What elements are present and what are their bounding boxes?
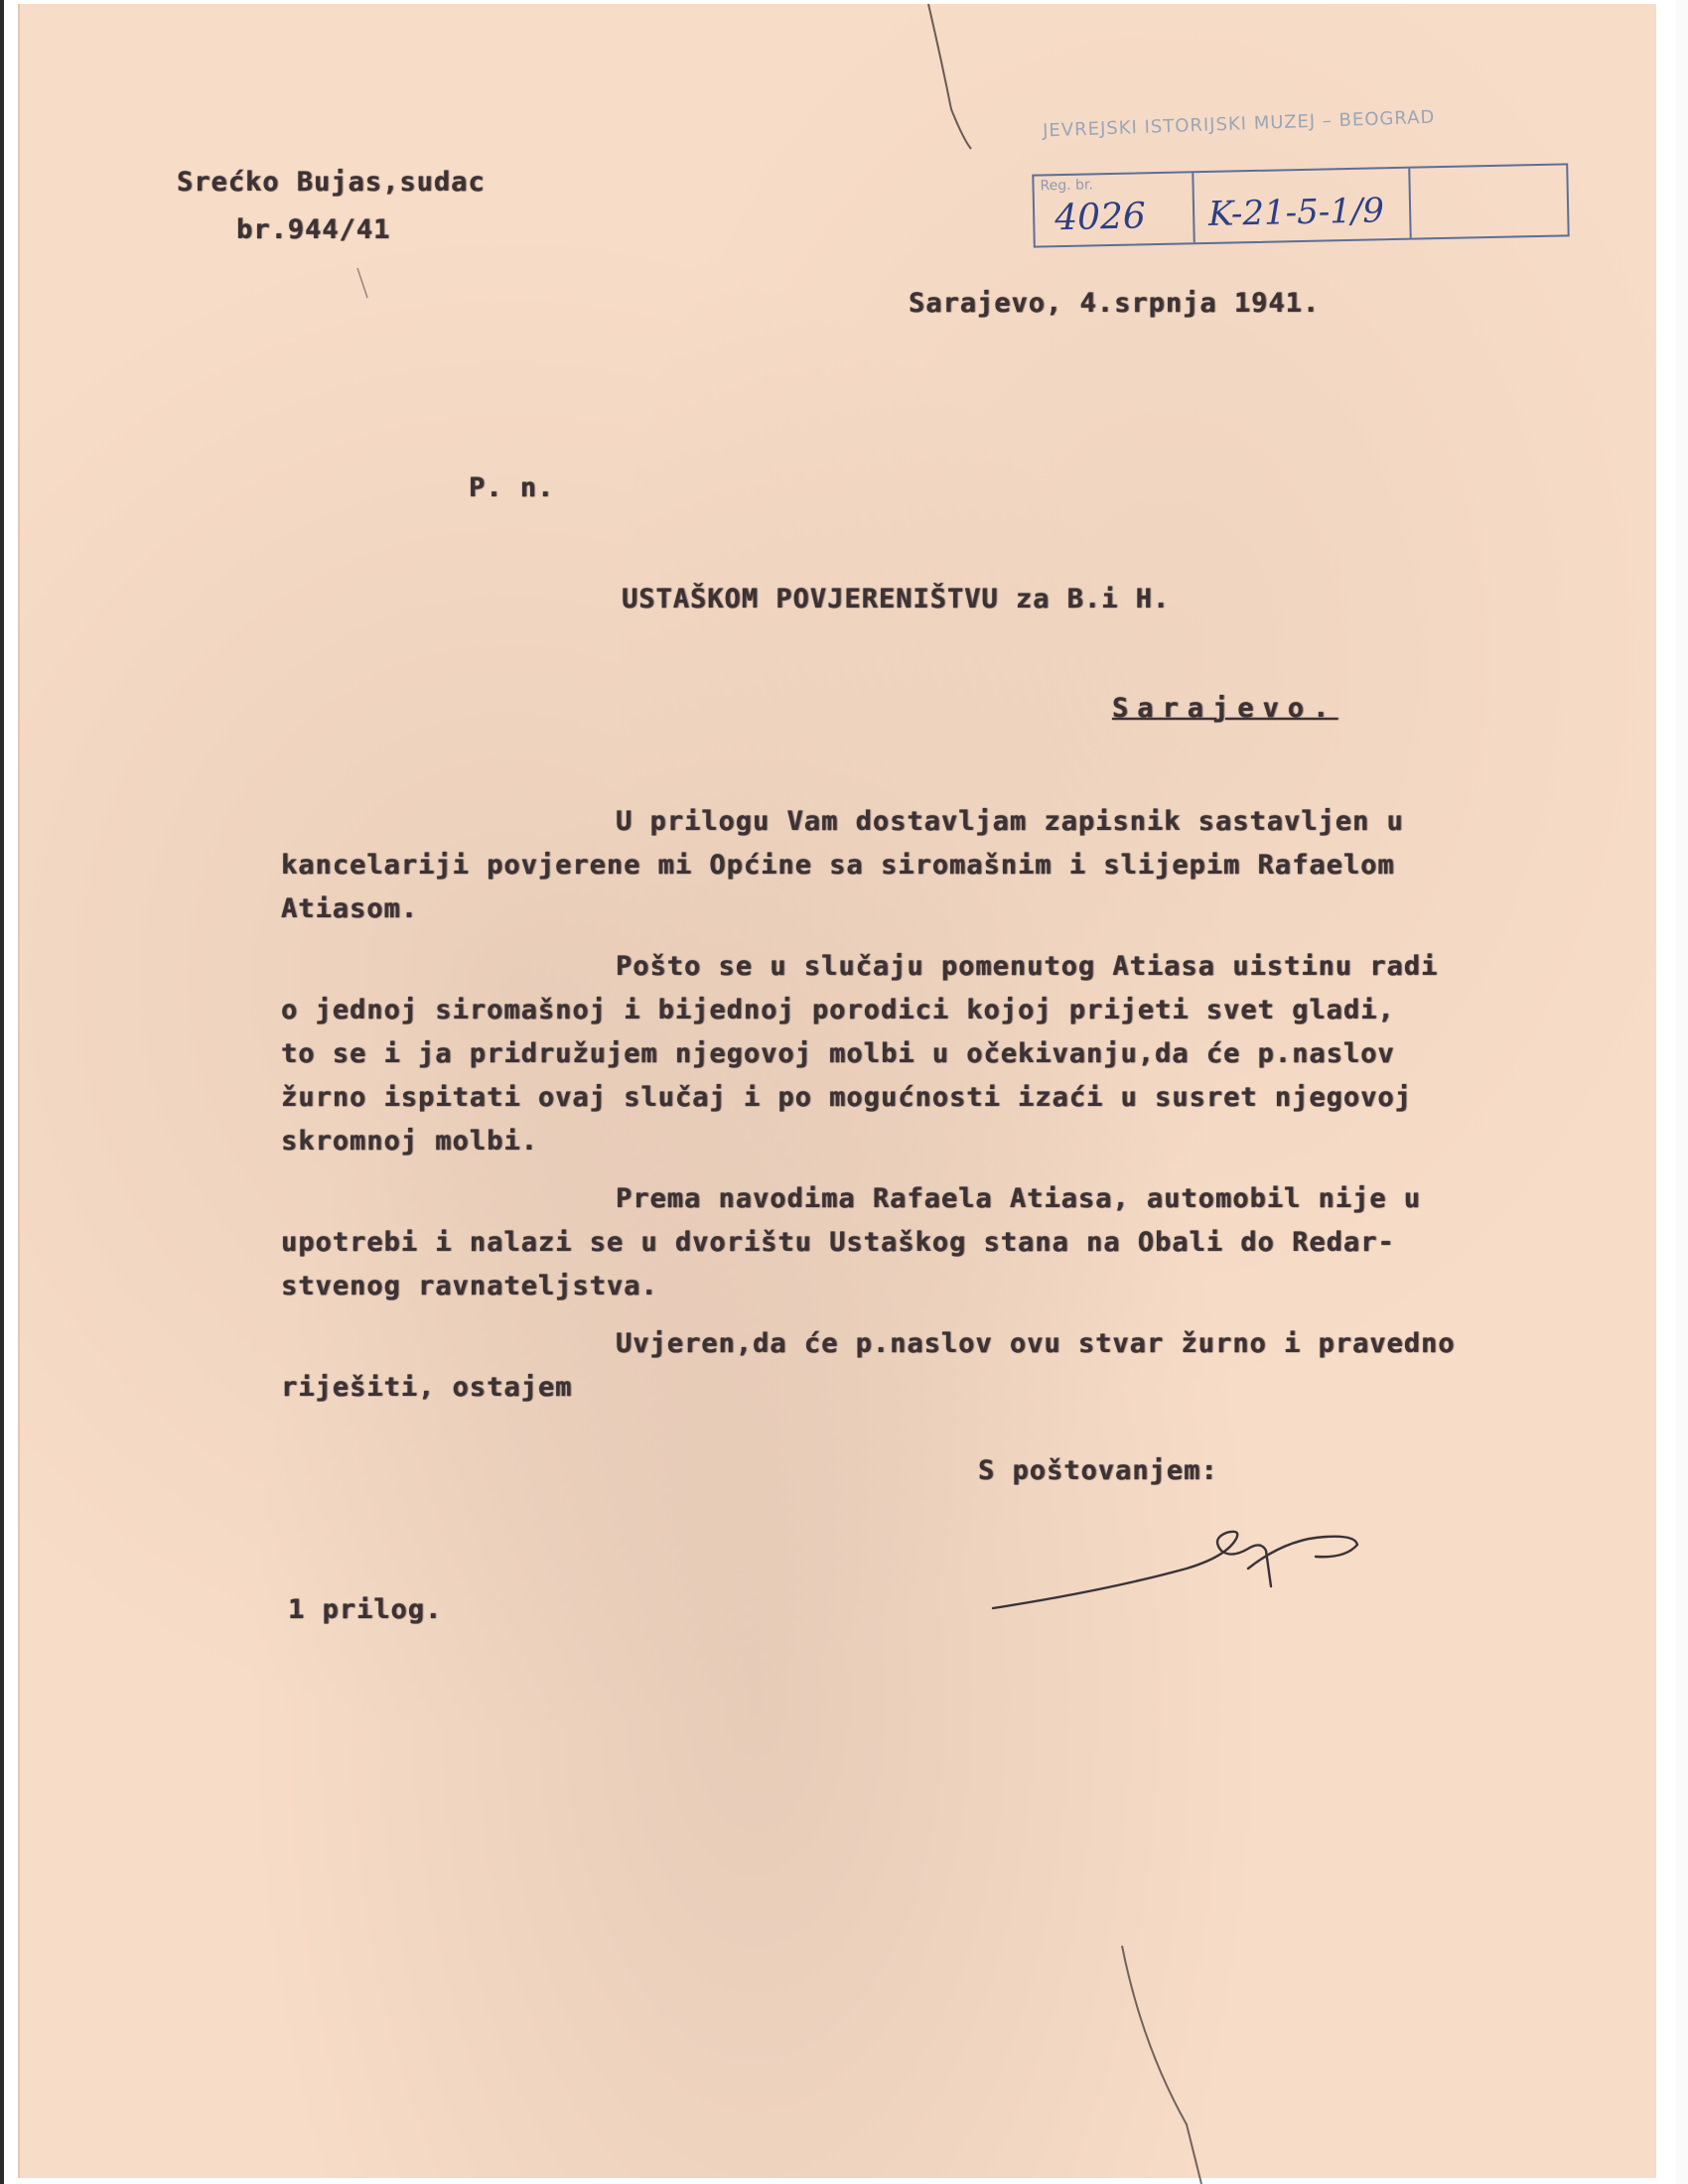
body-line: skromnoj molbi. [281,1126,538,1157]
enclosure-note: 1 prilog. [288,1594,443,1625]
stamp-reg-label: Reg. br. [1040,177,1094,195]
place-date: Sarajevo, 4.srpnja 1941. [909,288,1321,319]
stamp-signature-cell [1194,169,1412,243]
body-line: kancelariji povjerene mi Općine sa siromašnim i slijepim Rafaelom [281,850,1395,881]
body-line: o jednoj siromašnoj i bijednoj porodici kojoj prijeti svet gladi, [281,995,1395,1025]
stamp-blank-cell [1410,165,1567,237]
stamp-grid [1032,163,1569,247]
stamp-reg-number: 4026 [1054,196,1147,239]
body-line: žurno ispitati ovaj slučaj i po mogućnosti izaći u susret njegovoj [281,1082,1412,1113]
handwritten-signature [988,1499,1385,1628]
body-line: Uvjeren,da će p.naslov ovu stvar žurno i pravedno [616,1328,1456,1359]
recipient-city: Sarajevo. [1112,693,1338,724]
body-line: stvenog ravnateljstva. [281,1271,658,1301]
body-line: Prema navodima Rafaela Atiasa, automobil nije u [616,1183,1422,1214]
sender-name: Srećko Bujas,sudac [177,167,486,198]
body-line: Pošto se u slučaju pomenutog Atiasa uistinu radi [616,951,1439,982]
body-line: riješiti, ostajem [281,1372,573,1403]
closing-greeting: S poštovanjem: [978,1455,1218,1486]
stamp-reg-cell [1034,173,1195,245]
body-line: upotrebi i nalazi se u dvorištu Ustaškog stana na Obali do Redar- [281,1227,1395,1258]
body-line: Atiasom. [281,893,419,924]
addressee: USTAŠKOM POVJERENIŠTVU za B.i H. [622,584,1171,614]
stamp-institution: JEVREJSKI ISTORIJSKI MUZEJ – BEOGRAD [1042,106,1436,142]
salutation: P. n. [469,473,555,503]
body-line: to se i ja pridružujem njegovoj molbi u očekivanju,da će p.naslov [281,1038,1395,1069]
stamp-signature-value: K-21-5-1/9 [1207,191,1385,234]
reference-number: br.944/41 [236,214,391,245]
body-line: U prilogu Vam dostavljam zapisnik sastavljen u [616,806,1404,837]
archive-stamp [1033,106,1569,242]
